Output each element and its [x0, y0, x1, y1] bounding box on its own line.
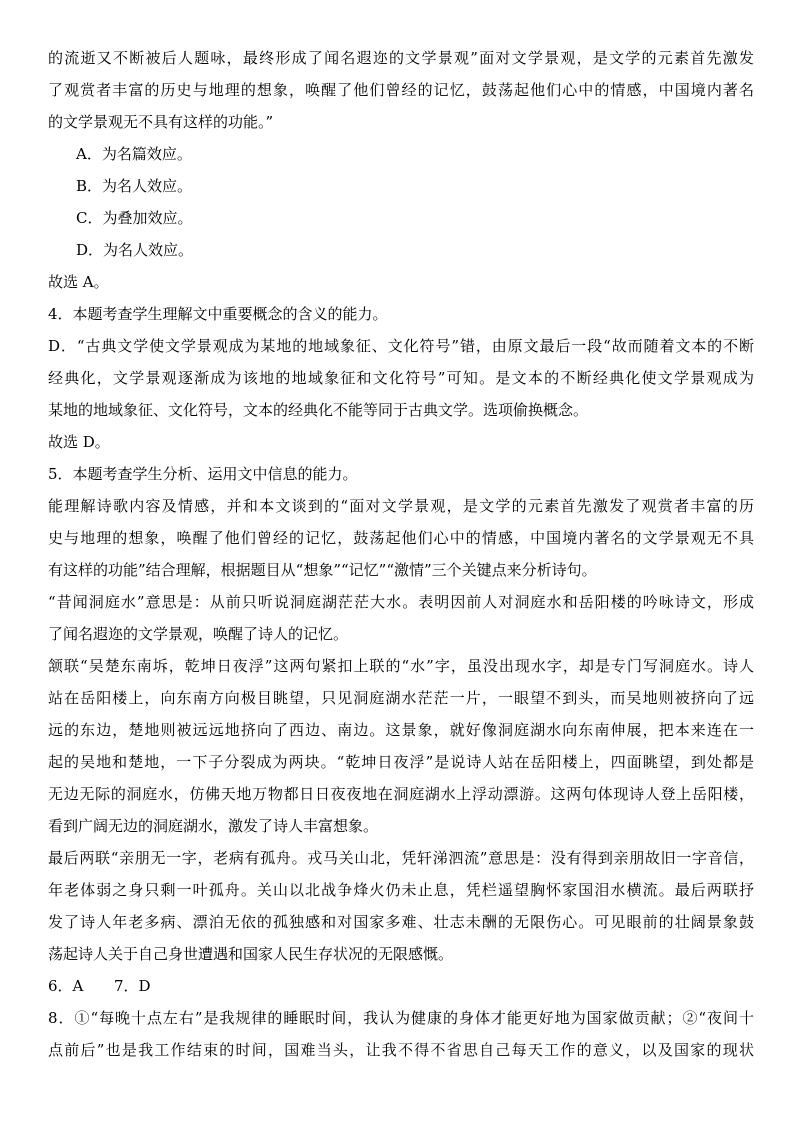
text-line: 史与地理的想象，唤醒了他们曾经的记忆，鼓荡起他们心中的情感，中国境内著名的文学景观无不具	[48, 529, 754, 547]
document-page	[48, 42, 754, 1066]
intro-paragraph	[48, 42, 754, 138]
text-line: 某地的地域象征、文化符号，文本的经典化不能等同于古典文学。选项偷换概念。	[48, 401, 589, 419]
q4-heading: 4．本题考查学生理解文中重要概念的含义的能力。	[48, 305, 388, 323]
text-line: 看到广阔无边的洞庭湖水，激发了诗人丰富想象。	[48, 817, 379, 835]
text-line: 能理解诗歌内容及情感，并和本文谈到的“面对文学景观，是文学的元素首先激发了观赏者丰富的历	[48, 497, 754, 515]
answers-6-7	[48, 970, 754, 1002]
option-a: A．为名篇效应。	[76, 145, 192, 163]
option-list	[48, 138, 754, 266]
text-line: 经典化，文学景观逐渐成为该地的地域象征和文化符号”可知。是文本的不断经典化使文学景观成为	[48, 369, 754, 387]
q4-section	[48, 298, 754, 458]
text-line: D．“古典文学使文学景观成为某地的地域象征、文化符号”错，由原文最后一段“故而随着文本的不断	[48, 337, 754, 355]
text-line: 无边无际的洞庭水，仿佛天地万物都日日夜夜地在洞庭湖水上浮动漂游。这两句体现诗人登上岳阳楼，	[48, 785, 754, 803]
q4-answer: 故选 D。	[48, 433, 110, 451]
text-line: 发了诗人年老多病、漂泊无依的孤独感和对国家多难、壮志未酬的无限伤心。可见眼前的壮阔景象鼓	[48, 913, 754, 931]
text-line: 有这样的功能”结合理解，根据题目从“想象”“记忆”“激情”三个关键点来分析诗句。	[48, 561, 597, 579]
option-c: C．为叠加效应。	[76, 209, 193, 227]
q5-heading: 5．本题考查学生分析、运用文中信息的能力。	[48, 465, 358, 483]
text-line: 颔联“吴楚东南坼，乾坤日夜浮”这两句紧扣上联的“水”字，虽没出现水字，却是专门写洞庭水。诗人	[48, 657, 754, 675]
q6-answer: 6．A	[48, 977, 84, 995]
q5-section	[48, 458, 754, 970]
text-line: 站在岳阳楼上，向东南方向极目眺望，只见洞庭湖水茫茫一片，一眼望不到头，而吴地则被挤向了远	[48, 689, 754, 707]
option-b: B．为名人效应。	[76, 177, 193, 195]
text-line: “昔闻洞庭水”意思是：从前只听说洞庭湖茫茫大水。表明因前人对洞庭水和岳阳楼的吟咏诗文，形成	[48, 593, 754, 611]
text-line: 8．①“每晚十点左右”是我规律的睡眠时间，我认为健康的身体才能更好地为国家做贡献；②“夜间十	[48, 1009, 754, 1027]
text-line: 起的吴地和楚地，一下子分裂成为两块。“乾坤日夜浮”是说诗人站在岳阳楼上，四面眺望，到处都是	[48, 753, 754, 771]
text-line: 了观赏者丰富的历史与地理的想象，唤醒了他们曾经的记忆，鼓荡起他们心中的情感，中国境内著名	[48, 81, 754, 99]
q7-answer: 7．D	[114, 977, 151, 995]
text-line: 的流逝又不断被后人题咏，最终形成了闻名遐迩的文学景观”面对文学景观，是文学的元素首先激发	[48, 49, 754, 67]
q8-section	[48, 1002, 754, 1066]
text-line: 年老体弱之身只剩一叶孤舟。关山以北战争烽火仍未止息，凭栏遥望胸怀家国泪水横流。最后两联抒	[48, 881, 754, 899]
text-line: 荡起诗人关于自己身世遭遇和国家人民生存状况的无限感慨。	[48, 945, 454, 963]
q3-answer: 故选 A。	[48, 273, 109, 291]
text-line: 点前后”也是我工作结束的时间，国难当头，让我不得不省思自己每天工作的意义，以及国家的现状	[48, 1041, 754, 1059]
text-line: 远的东边，楚地则被远远地挤向了西边、南边。这景象，就好像洞庭湖水向东南伸展，把本来连在一	[48, 721, 754, 739]
text-line: 最后两联“亲朋无一字，老病有孤舟。戎马关山北，凭轩涕泗流”意思是：没有得到亲朋故旧一字音信，	[48, 849, 754, 867]
text-line: 了闻名遐迩的文学景观，唤醒了诗人的记忆。	[48, 625, 349, 643]
text-line: 的文学景观无不具有这样的功能。”	[48, 113, 274, 131]
option-d: D．为名人效应。	[76, 241, 194, 259]
